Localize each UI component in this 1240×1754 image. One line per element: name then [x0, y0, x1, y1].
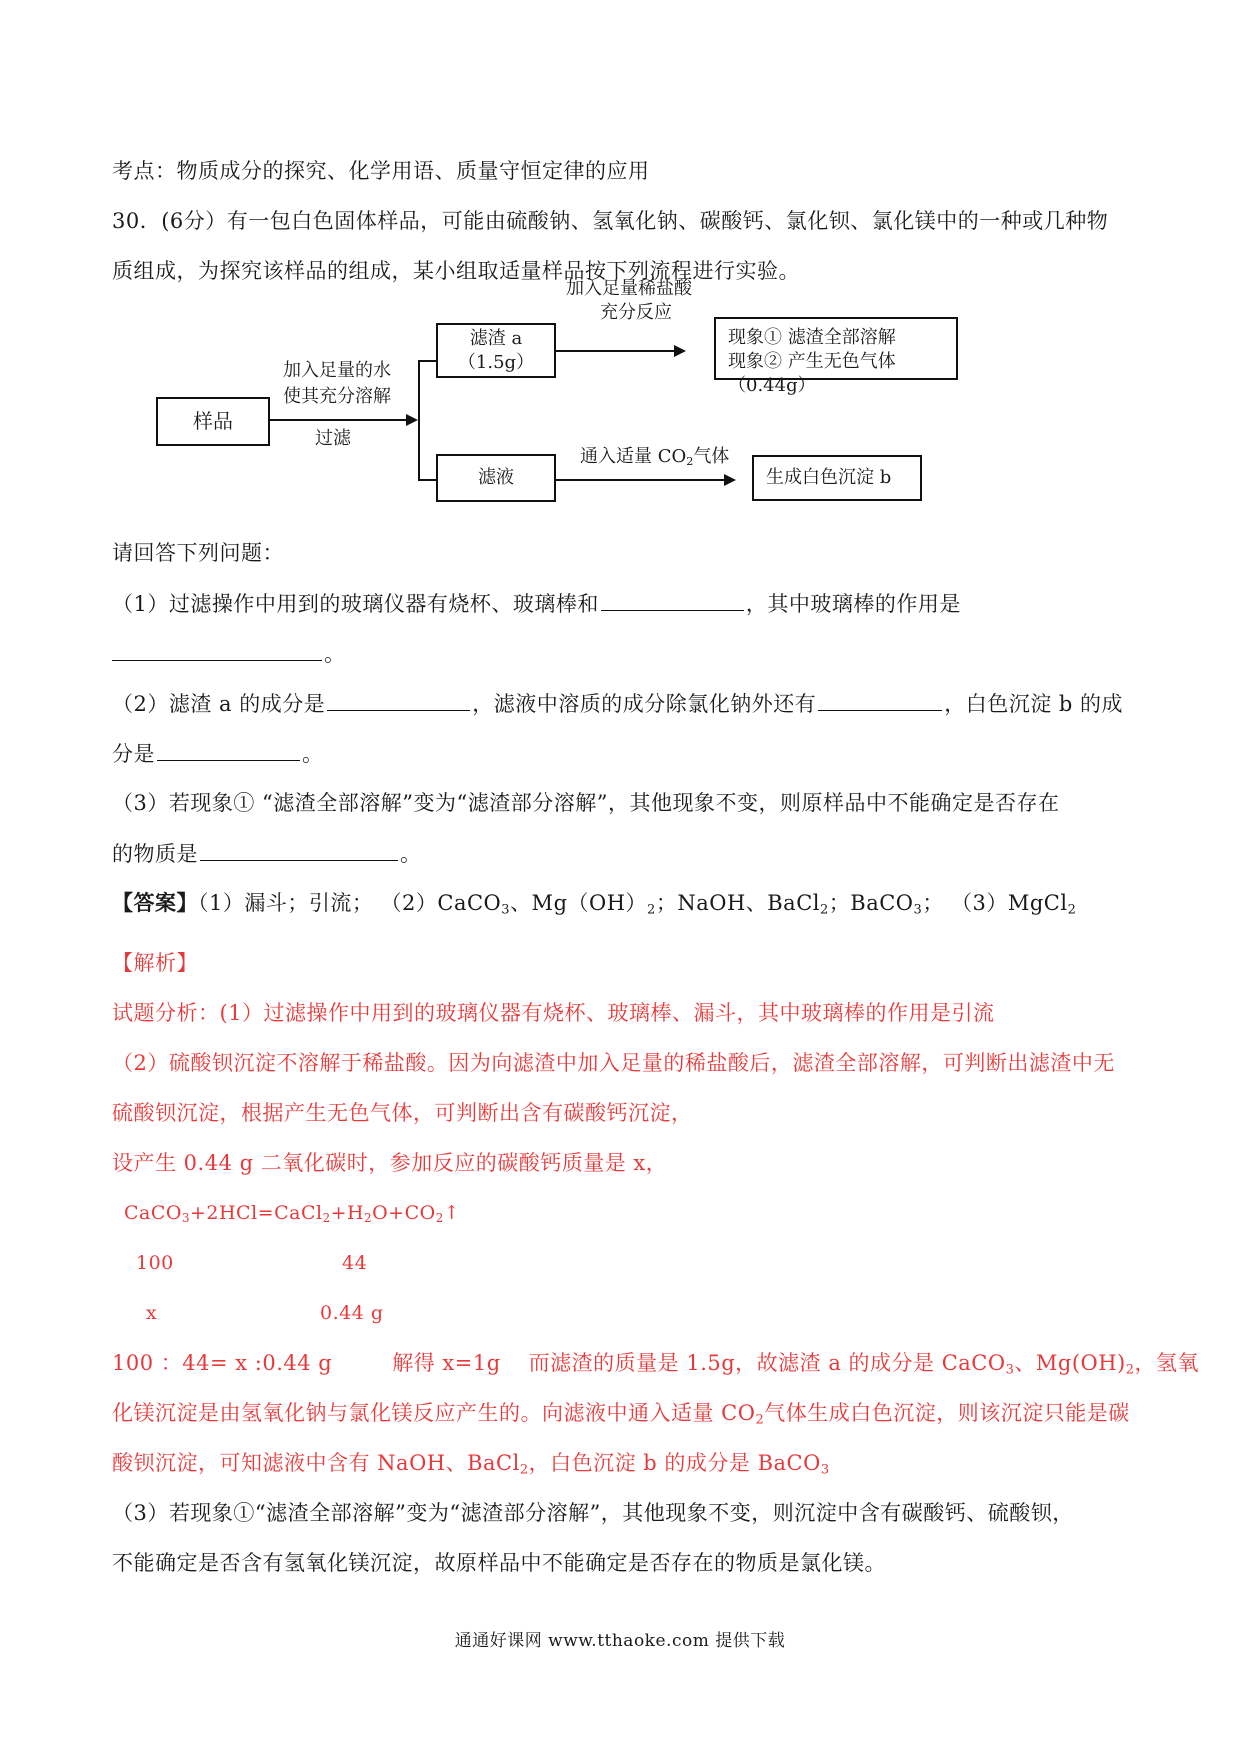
- analysis-line: 不能确定是否含有氢氧化镁沉淀，故原样品中不能确定是否存在的物质是氯化镁。: [112, 1551, 886, 1575]
- analysis-text: 、Mg(OH): [1014, 1351, 1126, 1375]
- proportion: 100 ：44= x :0.44 g: [112, 1351, 333, 1375]
- question-2-text: 。: [302, 742, 324, 766]
- subscript: 2: [1125, 1362, 1135, 1378]
- subscript: 2: [435, 1210, 444, 1225]
- equation-part: ↑: [443, 1202, 461, 1224]
- residue-label: 滤渣 a: [469, 328, 523, 349]
- step-label-dissolve: 使其充分溶解: [283, 386, 391, 407]
- question-text-line2: 质组成，为探究该样品的组成，某小组取适量样品按下列流程进行实验。: [112, 259, 800, 283]
- connector-line: [556, 350, 674, 352]
- answer-blank[interactable]: [112, 638, 322, 661]
- answer-text: （1）漏斗；引流； （2）CaCO: [198, 891, 502, 915]
- analysis-text: 气体生成白色沉淀，则该沉淀只能是碳: [764, 1401, 1130, 1425]
- equation-part: CaCO: [124, 1202, 182, 1224]
- subscript: 3: [181, 1210, 190, 1225]
- chemical-equation: [124, 1198, 460, 1228]
- subscript: 2: [322, 1210, 331, 1225]
- analysis-line: [112, 1448, 830, 1478]
- arrow-icon: [674, 345, 686, 357]
- question-text-line1: 30．(6分）有一包白色固体样品，可能由硫酸钠、氢氧化钠、碳酸钙、氯化钡、氯化镁中的一种或几种物: [112, 209, 1109, 233]
- question-2-cont: [112, 738, 324, 769]
- page-footer: 通通好课网 www.tthaoke.com 提供下载: [454, 1631, 786, 1651]
- answer-blank[interactable]: [601, 588, 744, 611]
- questions-prompt: 请回答下列问题：: [112, 541, 284, 565]
- subscript: 2: [755, 1412, 765, 1428]
- connector-line: [556, 479, 724, 481]
- question-2-text: ，白色沉淀 b 的成: [944, 692, 1124, 716]
- question-2-text: （2）滤渣 a 的成分是: [112, 692, 326, 716]
- subscript: 2: [647, 902, 656, 918]
- knowledge-point: 考点：物质成分的探究、化学用语、质量守恒定律的应用: [112, 159, 650, 183]
- analysis-text: ，白色沉淀 b 的成分是 BaCO: [528, 1451, 821, 1475]
- phenomenon-1: 现象① 滤渣全部溶解: [728, 327, 896, 348]
- ratio-row-2-left: x: [146, 1302, 158, 1324]
- solution: 解得 x=1g: [392, 1351, 501, 1375]
- question-2-text: ，滤液中溶质的成分除氯化钠外还有: [472, 692, 817, 716]
- question-3-cont: [112, 838, 422, 869]
- analysis-text: 化镁沉淀是由氢氧化钠与氯化镁反应产生的。向滤液中通入适量 CO: [112, 1401, 756, 1425]
- analysis-text: 而滤渣的质量是 1.5g，故滤渣 a 的成分是 CaCO: [528, 1351, 1006, 1375]
- sample-box: 样品: [156, 397, 270, 446]
- co2-subscript: 2: [686, 454, 694, 468]
- analysis-line: （2）硫酸钡沉淀不溶解于稀盐酸。因为向滤渣中加入足量的稀盐酸后，滤渣全部溶解，可判断出滤渣中无: [112, 1051, 1115, 1075]
- answer-blank[interactable]: [818, 688, 942, 711]
- question-1-text: ，其中玻璃棒的作用是: [745, 592, 961, 616]
- branch-line: [418, 360, 420, 480]
- co2-label: [580, 442, 729, 468]
- filtrate-box: 滤液: [436, 454, 556, 502]
- answer-text: ；NaOH、BaCl: [655, 891, 820, 915]
- analysis-line: 硫酸钡沉淀，根据产生无色气体，可判断出含有碳酸钙沉淀，: [112, 1101, 693, 1125]
- analysis-line: 试题分析：(1）过滤操作中用到的玻璃仪器有烧杯、玻璃棒、漏斗，其中玻璃棒的作用是引流: [112, 1001, 995, 1025]
- answer-text: ； （3）MgCl: [922, 891, 1068, 915]
- answer-label: 【答案】: [112, 890, 198, 915]
- equation-part: +H: [330, 1202, 365, 1224]
- question-3-text: 的物质是: [112, 842, 198, 866]
- subscript: 3: [501, 902, 511, 918]
- residue-box: [436, 323, 556, 378]
- question-2-text: 分是: [112, 742, 155, 766]
- acid-label-line2: 充分反应: [600, 302, 672, 323]
- phenomena-box: [714, 317, 958, 396]
- analysis-line: 设产生 0.44 g 二氧化碳时，参加反应的碳酸钙质量是 x，: [112, 1151, 668, 1175]
- analysis-text: 酸钡沉淀，可知滤液中含有 NaOH、BaCl: [112, 1451, 520, 1475]
- answer-text: 、Mg（OH）: [510, 891, 648, 915]
- acid-label-line1: 加入足量稀盐酸: [566, 278, 692, 299]
- ratio-row-1-right: 44: [342, 1252, 368, 1274]
- subscript: 3: [1005, 1362, 1015, 1378]
- ratio-row-2-right: 0.44 g: [320, 1302, 384, 1324]
- analysis-text: ，氢氧: [1134, 1351, 1200, 1375]
- connector-line: [270, 419, 406, 421]
- analysis-line: [112, 1348, 1199, 1378]
- analysis-line: [112, 1398, 1130, 1428]
- subscript: 3: [820, 1462, 830, 1478]
- question-1-text: （1）过滤操作中用到的玻璃仪器有烧杯、玻璃棒和: [112, 592, 599, 616]
- equation-part: O+CO: [372, 1202, 436, 1224]
- question-1-cont: [112, 638, 346, 669]
- equation-part: +2HCl=CaCl: [189, 1202, 323, 1224]
- question-3: （3）若现象① “滤渣全部溶解”变为“滤渣部分溶解”，其他现象不变，则原样品中不能确定是否存在: [112, 791, 1060, 815]
- step-label-water: 加入足量的水: [283, 360, 391, 381]
- question-1: [112, 588, 961, 619]
- co2-label-text: 通入适量 CO: [580, 446, 687, 467]
- subscript: 2: [364, 1210, 373, 1225]
- question-3-text: 。: [400, 842, 422, 866]
- subscript: 2: [820, 902, 829, 918]
- answer-line: [112, 888, 1076, 918]
- arrow-icon: [406, 414, 418, 426]
- analysis-label: 【解析】: [112, 951, 198, 975]
- experiment-flow-diagram: [150, 278, 1000, 530]
- answer-blank[interactable]: [327, 688, 470, 711]
- answer-blank[interactable]: [157, 738, 300, 761]
- subscript: 2: [1067, 902, 1077, 918]
- question-2: [112, 688, 1123, 719]
- answer-blank[interactable]: [200, 838, 398, 861]
- subscript: 2: [519, 1462, 529, 1478]
- precipitate-box: 生成白色沉淀 b: [752, 455, 922, 501]
- question-1-text: 。: [324, 642, 346, 666]
- ratio-row-1-left: 100: [136, 1252, 174, 1274]
- phenomenon-2: 现象② 产生无色气体（0.44g）: [728, 351, 896, 396]
- analysis-line: （3）若现象①“滤渣全部溶解”变为“滤渣部分溶解”，其他现象不变，则沉淀中含有碳酸钙、硫酸钡，: [112, 1501, 1074, 1525]
- answer-text: ；BaCO: [828, 891, 914, 915]
- co2-label-suffix: 气体: [693, 446, 730, 467]
- arrow-icon: [724, 474, 736, 486]
- residue-mass: （1.5g）: [457, 352, 535, 373]
- subscript: 3: [913, 902, 923, 918]
- step-label-filter: 过滤: [315, 428, 351, 449]
